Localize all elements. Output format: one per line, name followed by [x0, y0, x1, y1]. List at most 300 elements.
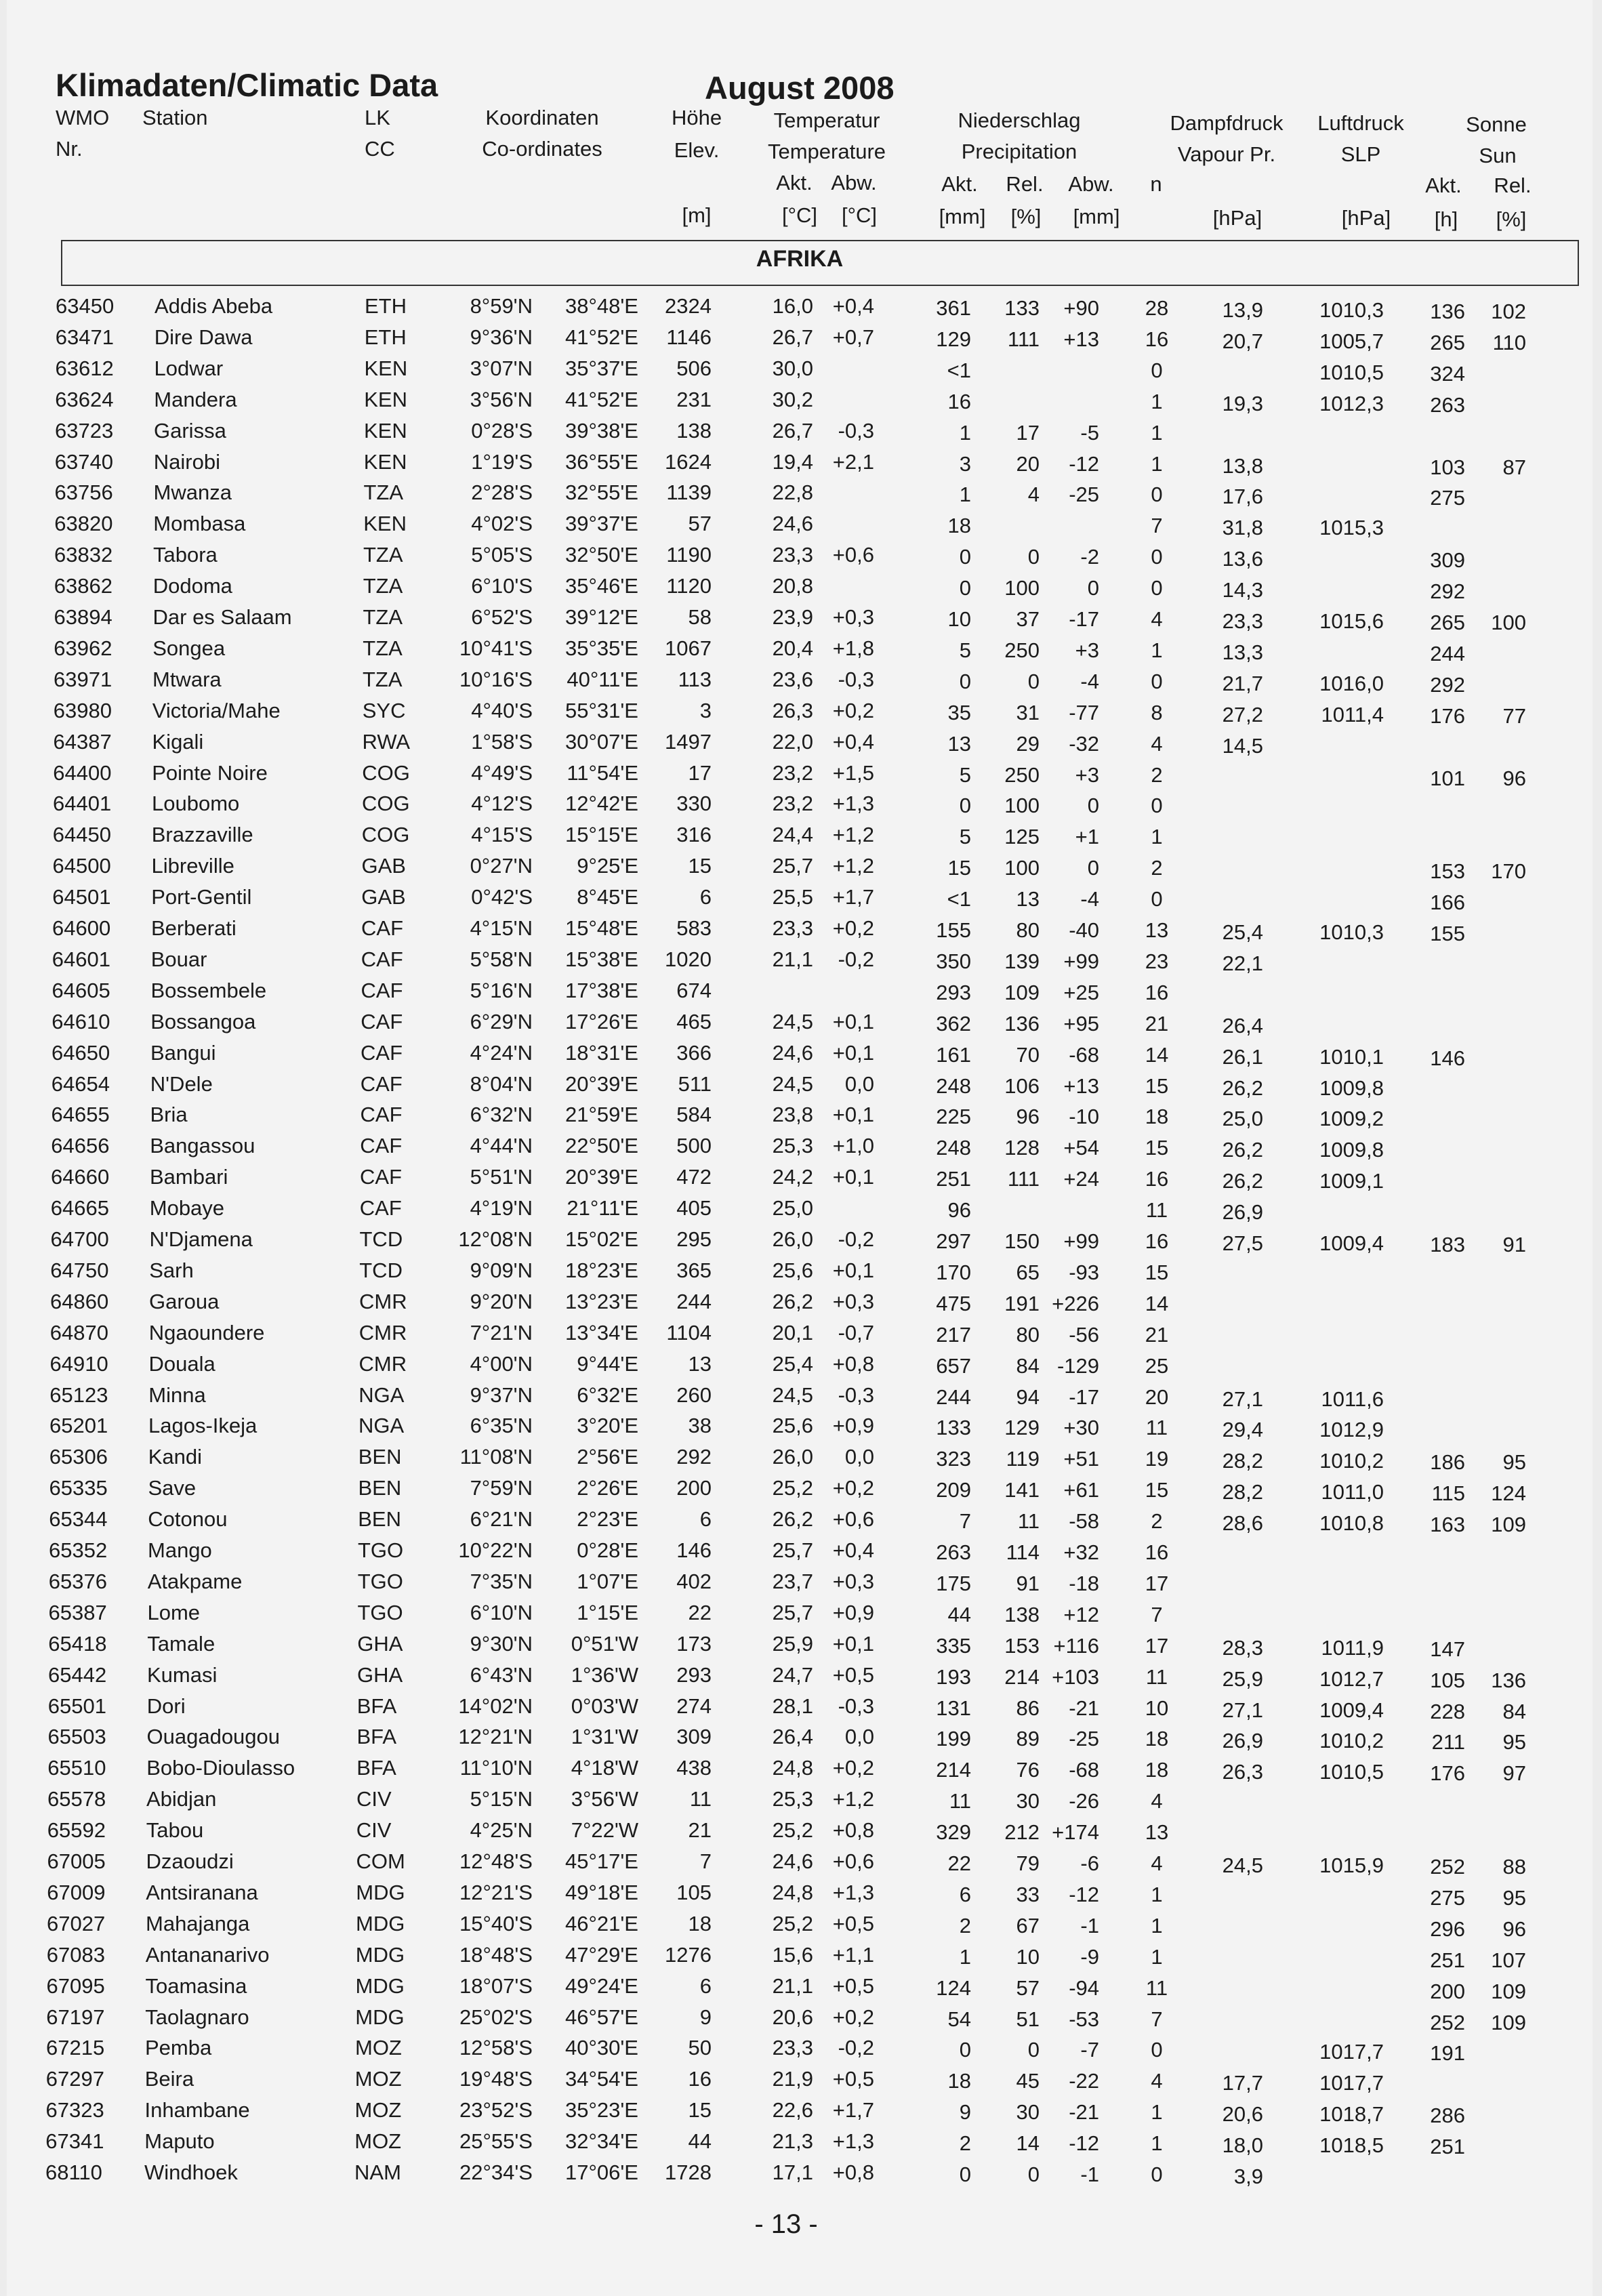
slp-cell: 1010,1	[1319, 1044, 1384, 1069]
latitude-cell: 4°00'N	[470, 1351, 533, 1376]
precip-n-cell: 4	[1151, 731, 1163, 756]
sun-akt-cell: 147	[1430, 1637, 1465, 1661]
precip-abw-cell: -21	[1069, 2100, 1099, 2125]
station-cell: Tabou	[146, 1818, 204, 1843]
elevation-cell: 292	[676, 1445, 712, 1469]
table-row	[7, 2159, 1602, 2190]
station-cell: Garoua	[149, 1289, 220, 1313]
header-precip-unit2: [%]	[1010, 205, 1042, 228]
temp-abw-cell: +0,8	[832, 1351, 874, 1376]
table-row	[7, 1599, 1602, 1631]
station-cell: Mombasa	[153, 512, 246, 536]
precip-akt-cell: 124	[936, 1975, 971, 2000]
precip-akt-cell: 5	[959, 825, 971, 849]
temp-abw-cell: +0,1	[832, 1165, 874, 1189]
precip-abw-cell: +95	[1063, 1011, 1099, 1036]
elevation-cell: 438	[676, 1756, 712, 1780]
station-cell: Port-Gentil	[151, 885, 252, 909]
sun-akt-cell: 191	[1430, 2041, 1465, 2066]
temp-akt-cell: 23,3	[772, 543, 813, 567]
temp-abw-cell: +0,2	[832, 1756, 874, 1780]
vapour-cell: 14,3	[1222, 578, 1263, 602]
precip-rel-cell: 0	[1027, 545, 1040, 569]
sun-akt-cell: 228	[1430, 1699, 1465, 1723]
temp-abw-cell: +0,3	[832, 605, 874, 629]
precip-n-cell: 11	[1145, 1664, 1168, 1689]
precip-n-cell: 16	[1145, 1167, 1169, 1191]
precip-rel-cell: 79	[1016, 1851, 1040, 1875]
elevation-cell: 173	[676, 1631, 712, 1656]
country-cell: TGO	[358, 1538, 404, 1562]
wmo-cell: 64387	[53, 729, 112, 754]
temp-abw-cell: +1,3	[832, 2129, 874, 2154]
header-precip-akt: Akt.	[941, 172, 978, 196]
temp-akt-cell: 24,5	[772, 1071, 813, 1096]
vapour-cell: 19,3	[1222, 391, 1263, 415]
latitude-cell: 1°58'S	[471, 729, 533, 754]
precip-abw-cell: +90	[1063, 296, 1099, 320]
latitude-cell: 4°44'N	[470, 1134, 533, 1158]
precip-akt-cell: 0	[959, 669, 971, 693]
slp-cell: 1009,2	[1319, 1107, 1384, 1131]
elevation-cell: 17	[688, 760, 712, 785]
elevation-cell: 58	[688, 605, 712, 629]
temp-akt-cell: 24,5	[772, 1009, 813, 1033]
precip-akt-cell: 0	[959, 576, 971, 600]
wmo-cell: 64650	[52, 1040, 110, 1065]
precip-rel-cell: 29	[1016, 731, 1040, 756]
station-cell: Dire Dawa	[154, 325, 253, 349]
wmo-cell: 67323	[45, 2098, 104, 2123]
wmo-cell: 63820	[54, 512, 113, 536]
precip-akt-cell: 193	[936, 1664, 971, 1689]
precip-abw-cell: -68	[1069, 1758, 1099, 1782]
sun-akt-cell: 176	[1430, 703, 1465, 728]
station-cell: N'Djamena	[149, 1227, 253, 1251]
country-cell: CAF	[359, 1196, 402, 1221]
longitude-cell: 40°30'E	[565, 2036, 638, 2060]
table-row	[7, 604, 1602, 635]
latitude-cell: 12°58'S	[459, 2036, 533, 2060]
station-cell: Mahajanga	[146, 1911, 250, 1935]
precip-rel-cell: 67	[1016, 1913, 1040, 1938]
vapour-cell: 17,7	[1222, 2071, 1263, 2095]
temp-abw-cell: +1,3	[832, 1880, 874, 1904]
precip-rel-cell: 250	[1004, 638, 1040, 662]
temp-abw-cell: +0,5	[832, 1973, 874, 1998]
precip-n-cell: 7	[1151, 514, 1163, 538]
wmo-cell: 67095	[46, 1973, 105, 1998]
precip-n-cell: 2	[1151, 762, 1163, 787]
station-cell: Douala	[148, 1351, 215, 1376]
precip-akt-cell: 329	[936, 1820, 971, 1845]
table-row	[7, 1942, 1602, 1973]
wmo-cell: 64655	[51, 1103, 110, 1127]
header-temp-akt: Akt.	[776, 171, 813, 194]
precip-rel-cell: 119	[1006, 1447, 1040, 1471]
sun-rel-cell: 84	[1502, 1699, 1526, 1723]
country-cell: KEN	[363, 449, 407, 474]
slp-cell: 1009,4	[1319, 1698, 1384, 1722]
longitude-cell: 20°39'E	[565, 1071, 638, 1096]
slp-cell: 1011,0	[1321, 1480, 1384, 1504]
country-cell: BEN	[358, 1476, 402, 1500]
country-cell: TCD	[359, 1227, 403, 1251]
precip-abw-cell: -53	[1069, 2007, 1099, 2031]
slp-cell: 1010,5	[1319, 1760, 1384, 1784]
wmo-cell: 64400	[53, 760, 112, 785]
latitude-cell: 3°07'N	[470, 356, 533, 380]
table-row	[7, 977, 1602, 1008]
vapour-cell: 28,3	[1222, 1635, 1263, 1660]
latitude-cell: 4°24'N	[470, 1040, 533, 1065]
elevation-cell: 38	[688, 1414, 712, 1438]
sun-akt-cell: 153	[1430, 859, 1465, 884]
country-cell: MDG	[356, 1911, 405, 1935]
precip-akt-cell: 133	[936, 1416, 971, 1440]
wmo-cell: 67005	[47, 1849, 106, 1873]
slp-cell: 1010,2	[1319, 1729, 1384, 1753]
station-cell: Bambari	[150, 1165, 228, 1189]
precip-abw-cell: -17	[1069, 607, 1099, 631]
slp-cell: 1011,6	[1321, 1387, 1384, 1411]
wmo-cell: 63756	[54, 480, 113, 505]
temp-akt-cell: 24,6	[772, 1849, 813, 1873]
latitude-cell: 5°05'S	[471, 543, 533, 567]
latitude-cell: 22°34'S	[459, 2160, 533, 2184]
precip-akt-cell: 657	[936, 1353, 971, 1378]
elevation-cell: 511	[678, 1071, 712, 1096]
slp-cell: 1012,7	[1319, 1666, 1384, 1691]
precip-abw-cell: -25	[1069, 1727, 1099, 1751]
precip-akt-cell: 54	[947, 2007, 971, 2031]
temp-akt-cell: 26,7	[772, 325, 813, 349]
station-cell: Mwanza	[153, 480, 232, 505]
precip-akt-cell: 44	[947, 1602, 971, 1626]
precip-n-cell: 21	[1145, 1322, 1169, 1347]
longitude-cell: 2°26'E	[577, 1476, 638, 1500]
table-row	[7, 915, 1602, 946]
temp-akt-cell: 22,6	[772, 2098, 813, 2123]
longitude-cell: 35°46'E	[565, 574, 638, 598]
precip-n-cell: 10	[1145, 1696, 1169, 1720]
temp-akt-cell: 25,4	[772, 1351, 813, 1376]
temp-abw-cell: +0,1	[832, 1040, 874, 1065]
temp-abw-cell: +0,1	[832, 1631, 874, 1656]
table-row	[7, 1506, 1602, 1537]
temp-akt-cell: 23,2	[772, 792, 813, 816]
temp-akt-cell: 24,8	[772, 1756, 813, 1780]
station-cell: Mobaye	[149, 1196, 225, 1221]
longitude-cell: 30°07'E	[565, 729, 638, 754]
sun-akt-cell: 155	[1430, 922, 1465, 945]
precip-rel-cell: 150	[1004, 1229, 1040, 1253]
temp-akt-cell: 25,9	[772, 1631, 813, 1656]
sun-akt-cell: 286	[1430, 2104, 1465, 2128]
elevation-cell: 274	[676, 1694, 712, 1718]
header-precip-abw: Abw.	[1068, 172, 1114, 196]
precip-akt-cell: 1	[959, 1944, 971, 1969]
longitude-cell: 1°31'W	[571, 1725, 638, 1749]
longitude-cell: 9°44'E	[577, 1351, 638, 1376]
precip-n-cell: 18	[1145, 1727, 1169, 1751]
latitude-cell: 0°28'S	[471, 418, 533, 443]
document-page	[7, 0, 1593, 2296]
country-cell: MDG	[355, 1973, 405, 1998]
precip-akt-cell: 209	[936, 1478, 971, 1502]
precip-n-cell: 0	[1151, 2162, 1163, 2186]
table-row	[7, 1786, 1602, 1817]
vapour-cell: 26,9	[1222, 1200, 1263, 1225]
longitude-cell: 45°17'E	[565, 1849, 638, 1873]
header-sun-de: Sonne	[1466, 112, 1527, 136]
table-row	[7, 1693, 1602, 1724]
slp-cell: 1017,7	[1319, 2071, 1384, 2095]
precip-n-cell: 0	[1151, 483, 1163, 507]
table-row	[7, 1195, 1602, 1226]
elevation-cell: 1497	[665, 729, 712, 754]
precip-abw-cell: -1	[1080, 2162, 1099, 2186]
table-row	[7, 324, 1602, 355]
vapour-cell: 25,9	[1222, 1666, 1263, 1691]
wmo-cell: 63450	[56, 294, 115, 318]
table-row	[7, 946, 1602, 977]
country-cell: MDG	[356, 1880, 405, 1904]
longitude-cell: 35°23'E	[565, 2098, 638, 2123]
precip-n-cell: 1	[1151, 1913, 1163, 1938]
precip-rel-cell: 13	[1016, 887, 1040, 911]
precip-rel-cell: 14	[1016, 2131, 1040, 2156]
country-cell: KEN	[364, 418, 407, 443]
longitude-cell: 41°52'E	[565, 387, 638, 411]
temp-akt-cell: 25,7	[772, 1538, 813, 1562]
precip-akt-cell: 475	[936, 1291, 971, 1315]
elevation-cell: 11	[689, 1787, 712, 1811]
elevation-cell: 583	[676, 916, 712, 940]
precip-n-cell: 7	[1151, 1602, 1163, 1626]
header-slp-unit: [hPa]	[1341, 206, 1391, 230]
vapour-cell: 25,0	[1222, 1107, 1263, 1131]
latitude-cell: 12°08'N	[458, 1227, 533, 1251]
precip-n-cell: 14	[1145, 1042, 1169, 1067]
elevation-cell: 15	[688, 2098, 712, 2123]
elevation-cell: 472	[676, 1165, 712, 1189]
country-cell: TZA	[363, 574, 403, 598]
sun-rel-cell: 170	[1491, 859, 1526, 884]
longitude-cell: 1°07'E	[577, 1569, 638, 1593]
country-cell: CIV	[356, 1787, 392, 1811]
elevation-cell: 9	[699, 2005, 712, 2029]
temp-akt-cell: 25,0	[772, 1196, 813, 1221]
header-precip-en: Precipitation	[961, 140, 1077, 163]
station-cell: Bangui	[150, 1040, 216, 1065]
table-row	[7, 2128, 1602, 2159]
vapour-cell: 26,1	[1222, 1044, 1263, 1069]
header-sun-akt: Akt.	[1425, 173, 1462, 197]
latitude-cell: 4°19'N	[470, 1196, 533, 1221]
wmo-cell: 64401	[53, 792, 112, 816]
country-cell: CMR	[358, 1320, 407, 1345]
precip-n-cell: 28	[1145, 296, 1169, 320]
header-height-unit: [m]	[682, 203, 712, 227]
sun-akt-cell: 176	[1430, 1761, 1465, 1786]
temp-abw-cell: +0,5	[832, 2067, 874, 2091]
temp-abw-cell: 0,0	[844, 1445, 874, 1469]
precip-akt-cell: 16	[947, 389, 971, 413]
latitude-cell: 9°30'N	[470, 1631, 533, 1656]
sun-akt-cell: 163	[1430, 1513, 1465, 1537]
slp-cell: 1015,9	[1319, 1853, 1384, 1877]
precip-n-cell: 1	[1151, 2131, 1163, 2156]
wmo-cell: 64656	[51, 1134, 110, 1158]
precip-akt-cell: 244	[936, 1385, 971, 1409]
precip-abw-cell: -58	[1069, 1509, 1099, 1534]
wmo-cell: 63971	[54, 667, 112, 691]
precip-abw-cell: -17	[1069, 1385, 1099, 1409]
longitude-cell: 4°18'W	[571, 1756, 638, 1780]
header-coord-en: Co-ordinates	[482, 137, 602, 161]
slp-cell: 1005,7	[1319, 329, 1384, 353]
precip-rel-cell: 91	[1016, 1571, 1040, 1595]
longitude-cell: 40°11'E	[567, 667, 638, 691]
country-cell: MDG	[355, 1942, 405, 1967]
precip-abw-cell: +24	[1063, 1167, 1099, 1191]
vapour-cell: 3,9	[1233, 2165, 1263, 2188]
country-cell: NAM	[354, 2160, 401, 2184]
precip-n-cell: 4	[1151, 607, 1163, 631]
wmo-cell: 63894	[54, 605, 112, 629]
wmo-cell: 63980	[53, 698, 112, 722]
period-title: August 2008	[705, 70, 895, 106]
slp-cell: 1011,9	[1321, 1635, 1384, 1660]
sun-akt-cell: 292	[1430, 579, 1465, 604]
temp-akt-cell: 22,0	[772, 729, 813, 754]
station-cell: Kigali	[152, 729, 204, 754]
wmo-cell: 64665	[50, 1196, 109, 1221]
slp-cell: 1012,9	[1319, 1418, 1384, 1442]
elevation-cell: 295	[676, 1227, 712, 1251]
elevation-cell: 1104	[666, 1320, 712, 1345]
temp-akt-cell: 21,9	[772, 2067, 813, 2091]
country-cell: NGA	[358, 1382, 405, 1407]
precip-abw-cell: +61	[1063, 1478, 1099, 1502]
wmo-cell: 65335	[49, 1476, 108, 1500]
wmo-cell: 65501	[47, 1694, 106, 1718]
wmo-cell: 65418	[48, 1631, 107, 1656]
precip-n-cell: 1	[1151, 825, 1163, 849]
station-cell: Cotonou	[148, 1507, 228, 1532]
precip-rel-cell: 57	[1016, 1975, 1040, 2000]
precip-abw-cell: -40	[1069, 918, 1099, 942]
precip-akt-cell: 263	[936, 1540, 971, 1564]
latitude-cell: 2°28'S	[471, 480, 533, 505]
precip-akt-cell: 2	[959, 2131, 971, 2156]
temp-abw-cell: +0,2	[832, 1476, 874, 1500]
temp-akt-cell: 21,3	[772, 2129, 813, 2154]
region-label: AFRIKA	[756, 246, 844, 272]
temp-akt-cell: 20,4	[772, 636, 813, 660]
country-cell: TZA	[363, 636, 403, 660]
latitude-cell: 10°41'S	[459, 636, 533, 660]
header-precip-unit3: [mm]	[1073, 205, 1120, 228]
temp-akt-cell: 21,1	[772, 947, 813, 971]
precip-n-cell: 16	[1145, 1229, 1169, 1253]
precip-akt-cell: 131	[936, 1696, 971, 1720]
sun-rel-cell: 77	[1502, 703, 1526, 728]
country-cell: BFA	[356, 1756, 396, 1780]
temp-abw-cell: 0,0	[844, 1725, 874, 1749]
precip-rel-cell: 65	[1016, 1260, 1040, 1284]
precip-abw-cell: -4	[1080, 887, 1099, 911]
precip-akt-cell: 0	[959, 545, 971, 569]
precip-n-cell: 2	[1151, 1509, 1163, 1534]
sun-akt-cell: 183	[1430, 1233, 1465, 1256]
wmo-cell: 65503	[47, 1725, 106, 1749]
precip-abw-cell: 0	[1087, 576, 1099, 600]
temp-abw-cell: -0,2	[838, 947, 874, 971]
temp-abw-cell: +0,7	[832, 325, 874, 349]
temp-abw-cell: 0,0	[844, 1071, 874, 1096]
station-cell: Dzaoudzi	[146, 1849, 234, 1873]
vapour-cell: 28,6	[1222, 1511, 1263, 1536]
wmo-cell: 65442	[48, 1662, 107, 1687]
precip-rel-cell: 129	[1004, 1416, 1040, 1440]
longitude-cell: 38°48'E	[565, 294, 638, 318]
precip-akt-cell: 361	[936, 296, 971, 320]
country-cell: COG	[362, 792, 410, 816]
precip-rel-cell: 89	[1016, 1727, 1040, 1751]
station-cell: Pointe Noire	[152, 760, 268, 785]
precip-rel-cell: 45	[1016, 2069, 1040, 2093]
precip-n-cell: 13	[1145, 918, 1169, 942]
longitude-cell: 32°50'E	[565, 543, 638, 567]
sun-akt-cell: 292	[1430, 672, 1465, 697]
latitude-cell: 8°59'N	[470, 294, 533, 318]
precip-rel-cell: 10	[1016, 1944, 1040, 1969]
latitude-cell: 7°59'N	[470, 1476, 533, 1500]
temp-abw-cell: +0,9	[832, 1600, 874, 1624]
longitude-cell: 18°23'E	[565, 1258, 638, 1282]
latitude-cell: 23°52'S	[459, 2098, 533, 2123]
precip-akt-cell: 35	[947, 700, 971, 724]
sun-akt-cell: 105	[1430, 1668, 1465, 1692]
country-cell: ETH	[365, 294, 407, 318]
table-row	[7, 1817, 1602, 1848]
latitude-cell: 4°15'N	[470, 916, 533, 940]
precip-abw-cell: -56	[1069, 1322, 1099, 1347]
wmo-cell: 64660	[51, 1165, 110, 1189]
precip-abw-cell: -21	[1069, 1696, 1099, 1720]
header-cc: CC	[365, 137, 395, 161]
sun-rel-cell: 110	[1492, 330, 1526, 354]
table-row	[7, 479, 1602, 510]
sun-akt-cell: 252	[1430, 2010, 1465, 2034]
precip-abw-cell: +54	[1063, 1136, 1099, 1160]
precip-abw-cell: -4	[1080, 669, 1099, 693]
slp-cell: 1009,8	[1319, 1075, 1384, 1100]
temp-abw-cell: +0,2	[832, 2005, 874, 2029]
wmo-cell: 63612	[55, 356, 114, 380]
elevation-cell: 6	[699, 1973, 712, 1998]
sun-akt-cell: 265	[1430, 330, 1465, 354]
sun-rel-cell: 97	[1502, 1761, 1526, 1786]
station-cell: Abidjan	[146, 1787, 217, 1811]
vapour-cell: 13,9	[1222, 298, 1263, 322]
latitude-cell: 11°08'N	[459, 1445, 533, 1469]
country-cell: GAB	[361, 854, 406, 878]
latitude-cell: 9°37'N	[470, 1382, 533, 1407]
header-precip-rel: Rel.	[1006, 172, 1044, 196]
